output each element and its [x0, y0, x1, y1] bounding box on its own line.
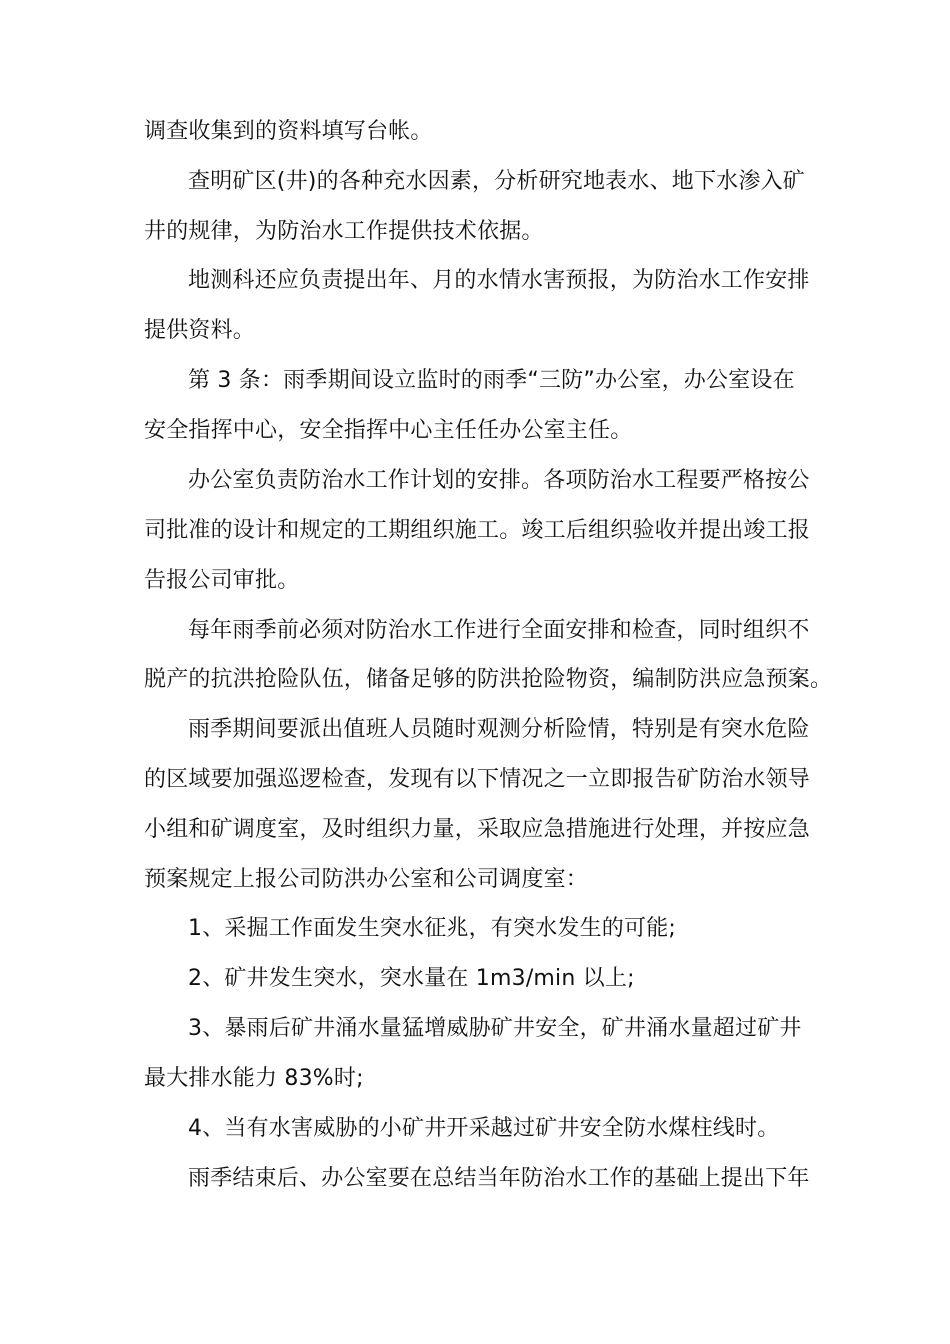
- paragraph-first-line: 办公室负责防治水工作计划的安排。各项防治水工程要严格按公: [188, 468, 810, 493]
- text-line: 提供资料。: [144, 318, 256, 343]
- text-line: 预案规定上报公司防洪办公室和公司调度室：: [144, 867, 589, 892]
- text-line: 调查收集到的资料填写台帐。: [144, 119, 433, 144]
- text-line: 司批准的设计和规定的工期组织施工。竣工后组织验收并提出竣工报: [144, 518, 811, 543]
- paragraph-first-line: 雨季结束后、办公室要在总结当年防治水工作的基础上提出下年: [188, 1166, 810, 1191]
- text-line: 安全指挥中心，安全指挥中心主任任办公室主任。: [144, 418, 633, 443]
- text-line: 小组和矿调度室，及时组织力量，采取应急措施进行处理，并按应急: [144, 817, 811, 842]
- text-line: 的区域要加强巡逻检查，发现有以下情况之一立即报告矿防治水领导: [144, 767, 811, 792]
- text-line: 最大排水能力 83%时;: [144, 1066, 364, 1091]
- text-line: 脱产的抗洪抢险队伍，储备足够的防洪抢险物资，编制防洪应急预案。: [144, 667, 833, 692]
- paragraph-first-line: 雨季期间要派出值班人员随时观测分析险情，特别是有突水危险: [188, 717, 810, 742]
- paragraph-first-line: 查明矿区(井)的各种充水因素，分析研究地表水、地下水渗入矿: [188, 169, 805, 194]
- text-line: 井的规律，为防治水工作提供技术依据。: [144, 219, 544, 244]
- list-item: 3、暴雨后矿井涌水量猛增威胁矿井安全，矿井涌水量超过矿井: [188, 1016, 802, 1041]
- list-item: 1、采掘工作面发生突水征兆，有突水发生的可能;: [188, 916, 677, 941]
- paragraph-first-line: 第 3 条：雨季期间设立监时的雨季“三防”办公室，办公室设在: [188, 368, 795, 393]
- paragraph-first-line: 地测科还应负责提出年、月的水情水害预报，为防治水工作安排: [188, 268, 810, 293]
- paragraph-first-line: 每年雨季前必须对防治水工作进行全面安排和检查，同时组织不: [188, 618, 810, 643]
- text-line: 告报公司审批。: [144, 568, 300, 593]
- list-item: 4、当有水害威胁的小矿井开采越过矿井安全防水煤柱线时。: [188, 1116, 780, 1141]
- list-item: 2、矿井发生突水，突水量在 1m3/min 以上;: [188, 966, 635, 991]
